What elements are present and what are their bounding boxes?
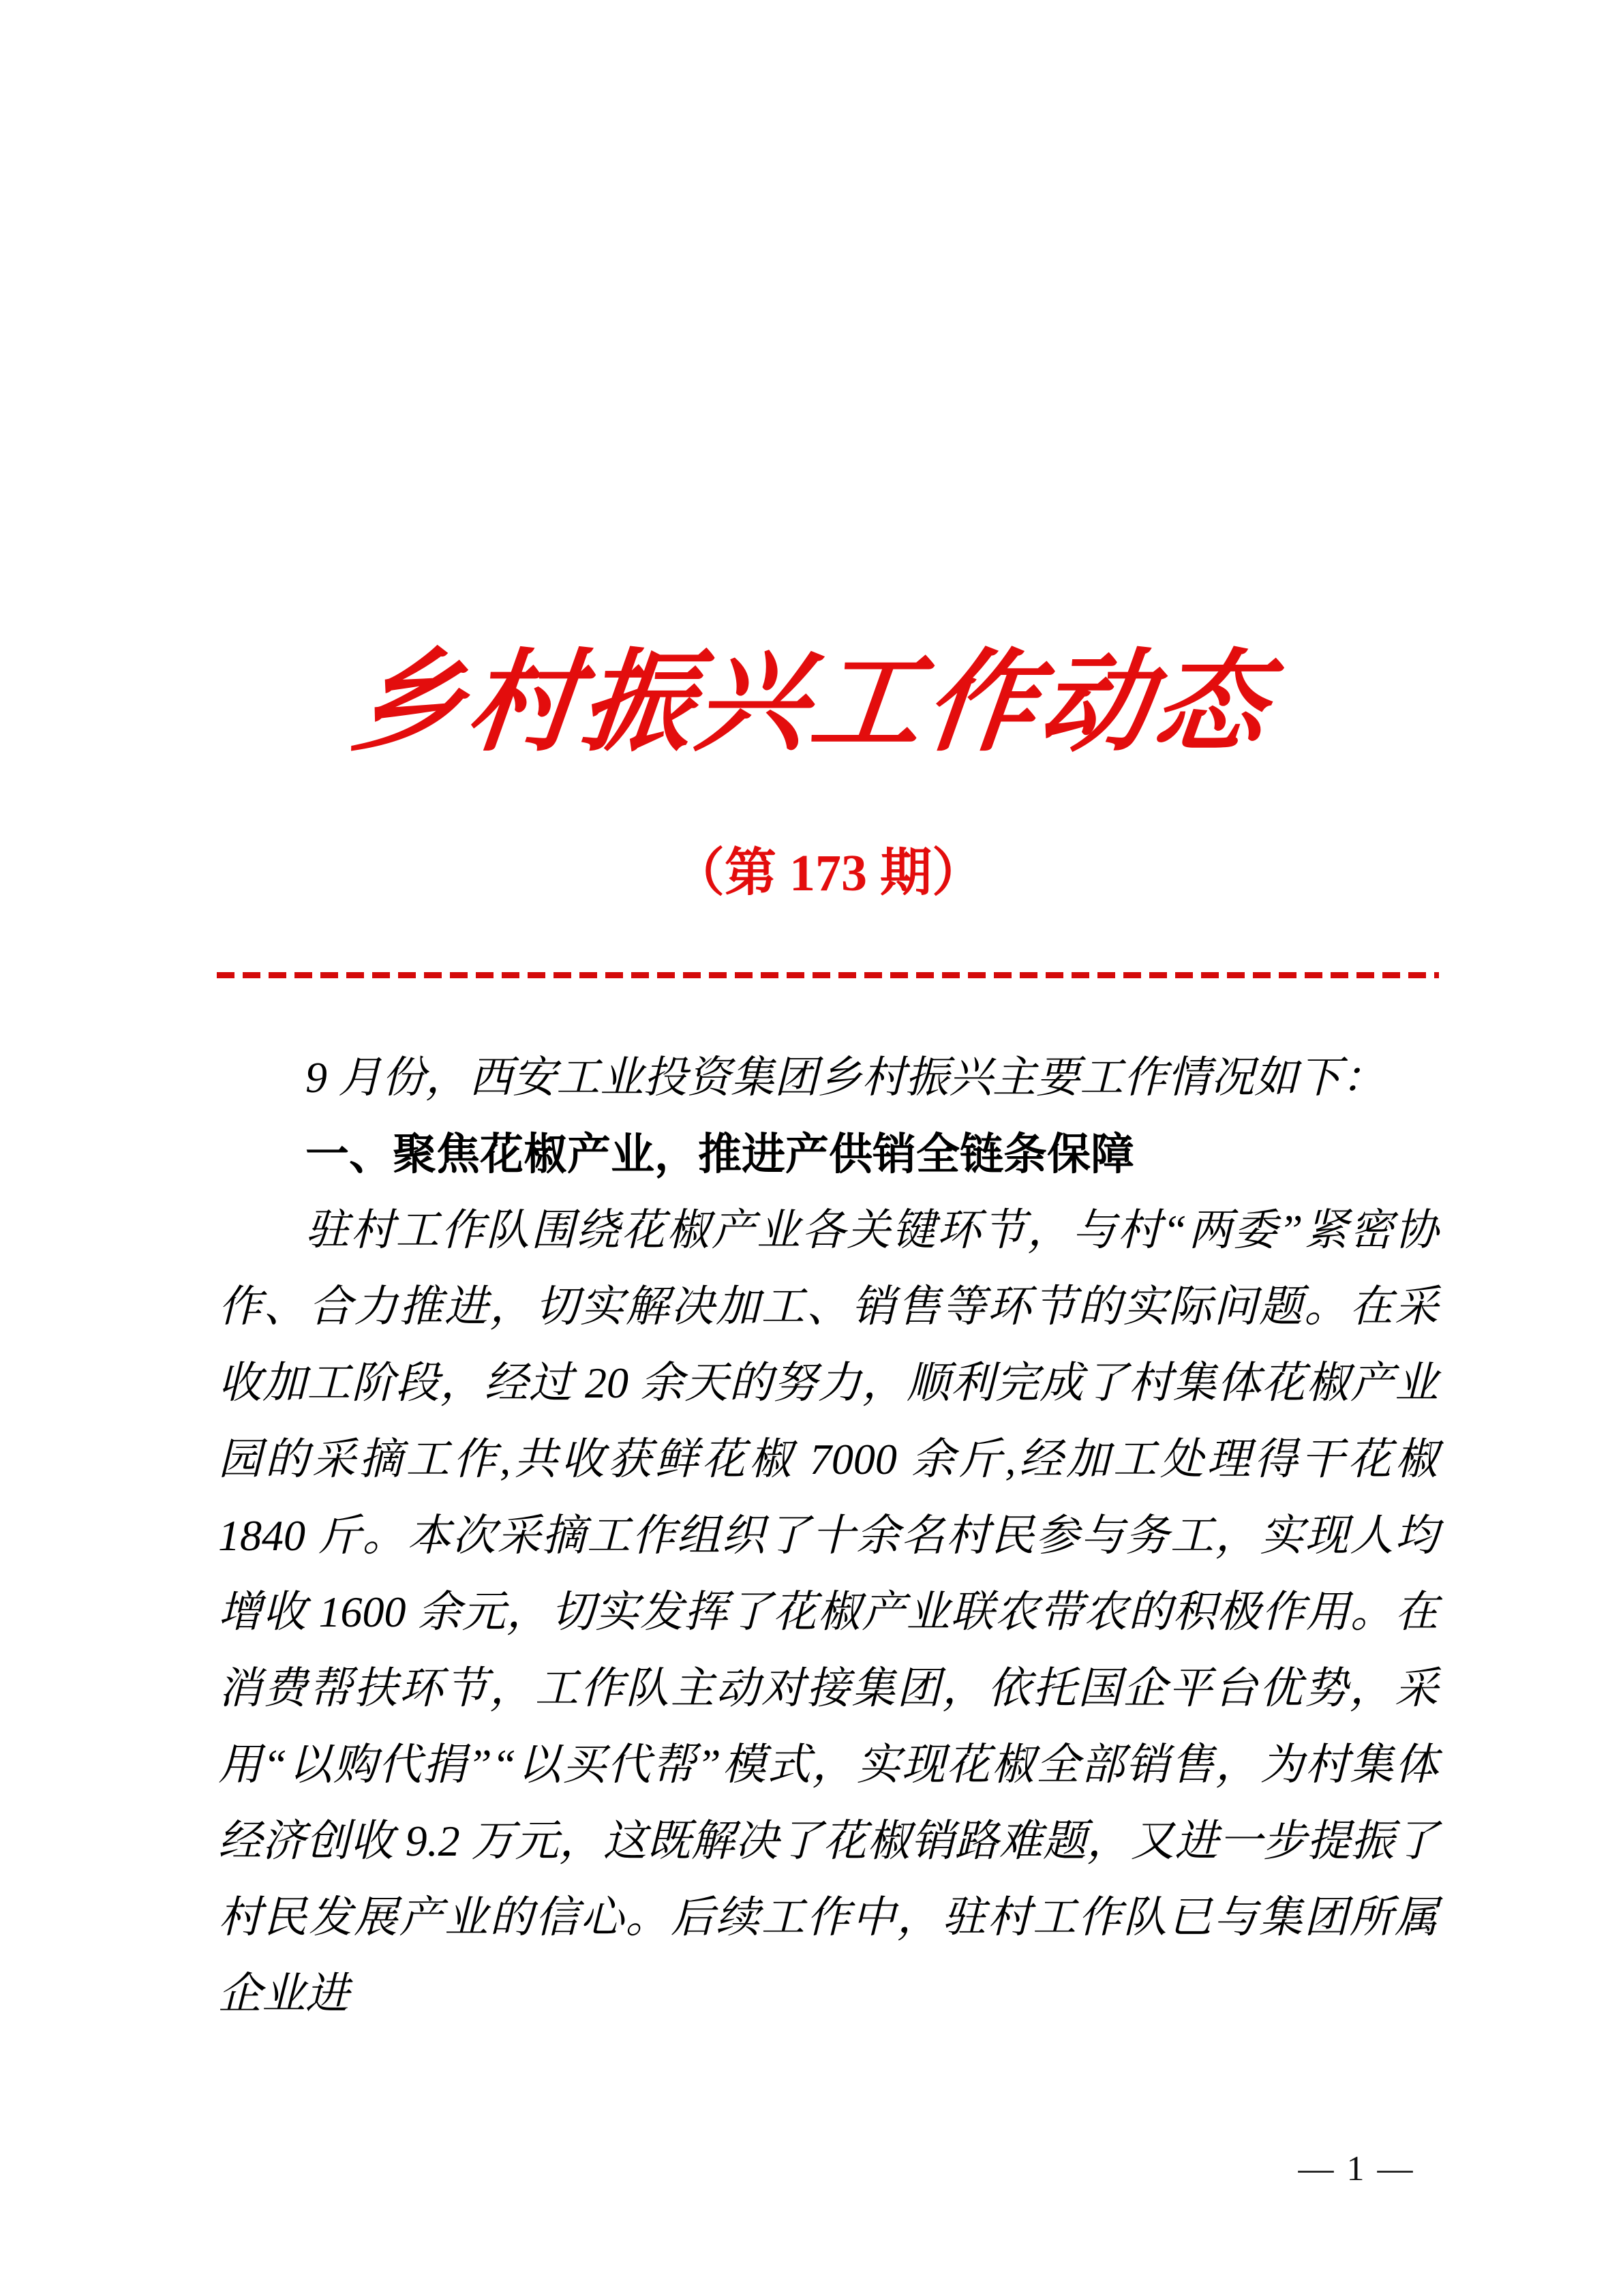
red-dashed-divider [217, 972, 1439, 978]
masthead-title: 乡村振兴工作动态 [346, 643, 1276, 765]
section-heading: 一、聚焦花椒产业，推进产供销全链条保障 [305, 1130, 1134, 1179]
issue-number-line: （第 173 期） [673, 845, 984, 902]
body-paragraph: 驻村工作队围绕花椒产业各关键环节，与村“两委”紧密协作、合力推进，切实解决加工、销售等环节的实际问题。在采收加工阶段，经过 20 余天的努力，顺利完成了村集体花椒产业园的采摘工作,共收获鲜花椒 7000 余斤,经加工处理得干花椒 1840 斤。本次采摘工作组织了十余名村民参与务工，实现人均增收 1600 余元，切实发挥了花椒产业联农带农的积极作用。在消费帮扶环节，工作队主动对接集团，依托国企平台优势，采用“以购代捐”“以买代帮”模式，实现花椒全部销售，为村集体经济创收 9.2 万元，这既解决了花椒销路难题，又进一步提振了村民发展产业的信心。后续工作中，驻村工作队已与集团所属企业进 [218, 1206, 1438, 2018]
page-number: — 1 — [1298, 2149, 1415, 2188]
document-body [218, 1040, 1438, 2032]
intro-paragraph: 9 月份，西安工业投资集团乡村振兴主要工作情况如下： [305, 1053, 1385, 1102]
